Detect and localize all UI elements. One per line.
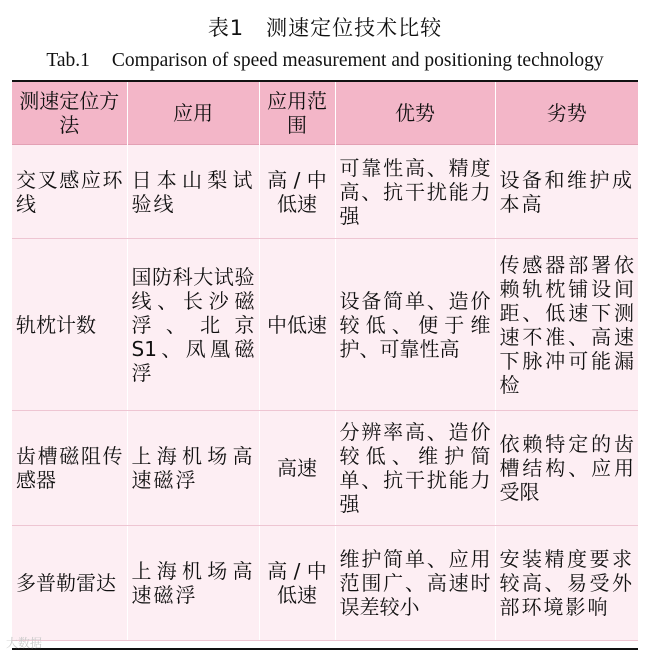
cell-advantages: 维护简单、应用范围广、高速时误差较小 — [335, 526, 495, 641]
cell-method: 轨枕计数 — [12, 239, 127, 411]
header-disadvantages: 劣势 — [495, 82, 638, 145]
table-row — [12, 411, 638, 526]
table-number: Tab.1 — [46, 50, 90, 71]
table-header-row — [12, 82, 638, 145]
table-title-chinese: 表1 测速定位技术比较 — [207, 16, 443, 40]
comparison-table — [12, 82, 638, 641]
cell-method: 齿槽磁阻传感器 — [12, 411, 127, 526]
table-row — [12, 239, 638, 411]
table-caption: Comparison of speed measurement and positioning technology — [111, 50, 604, 71]
cell-method: 交叉感应环线 — [12, 145, 127, 239]
header-application: 应用 — [127, 82, 259, 145]
cell-application: 上海机场高速磁浮 — [127, 411, 259, 526]
cell-scope: 中低速 — [259, 239, 335, 411]
cell-disadvantages: 传感器部署依赖轨枕铺设间距、低速下测速不准、高速下脉冲可能漏检 — [495, 239, 638, 411]
table-title-english — [0, 50, 650, 72]
watermark-logo — [6, 634, 42, 651]
cell-application: 日本山梨试验线 — [127, 145, 259, 239]
header-method: 测速定位方法 — [12, 82, 127, 145]
cell-disadvantages: 依赖特定的齿槽结构、应用受限 — [495, 411, 638, 526]
cell-method: 多普勒雷达 — [12, 526, 127, 641]
watermark-text: 大数据 — [6, 636, 43, 650]
cell-advantages: 可靠性高、精度高、抗干扰能力强 — [335, 145, 495, 239]
cell-advantages: 分辨率高、造价较低、维护简单、抗干扰能力强 — [335, 411, 495, 526]
cell-scope: 高 / 中低速 — [259, 145, 335, 239]
header-advantages: 优势 — [335, 82, 495, 145]
cell-scope: 高速 — [259, 411, 335, 526]
table-row — [12, 526, 638, 641]
table-row — [12, 145, 638, 239]
cell-disadvantages: 设备和维护成本高 — [495, 145, 638, 239]
cell-application: 上海机场高速磁浮 — [127, 526, 259, 641]
cell-advantages: 设备简单、造价较低、便于维护、可靠性高 — [335, 239, 495, 411]
cell-disadvantages: 安装精度要求较高、易受外部环境影响 — [495, 526, 638, 641]
cell-application: 国防科大试验线、长沙磁浮、北京 S1、凤凰磁浮 — [127, 239, 259, 411]
header-scope: 应用范围 — [259, 82, 335, 145]
bottom-rule — [12, 648, 638, 650]
cell-scope: 高 / 中低速 — [259, 526, 335, 641]
